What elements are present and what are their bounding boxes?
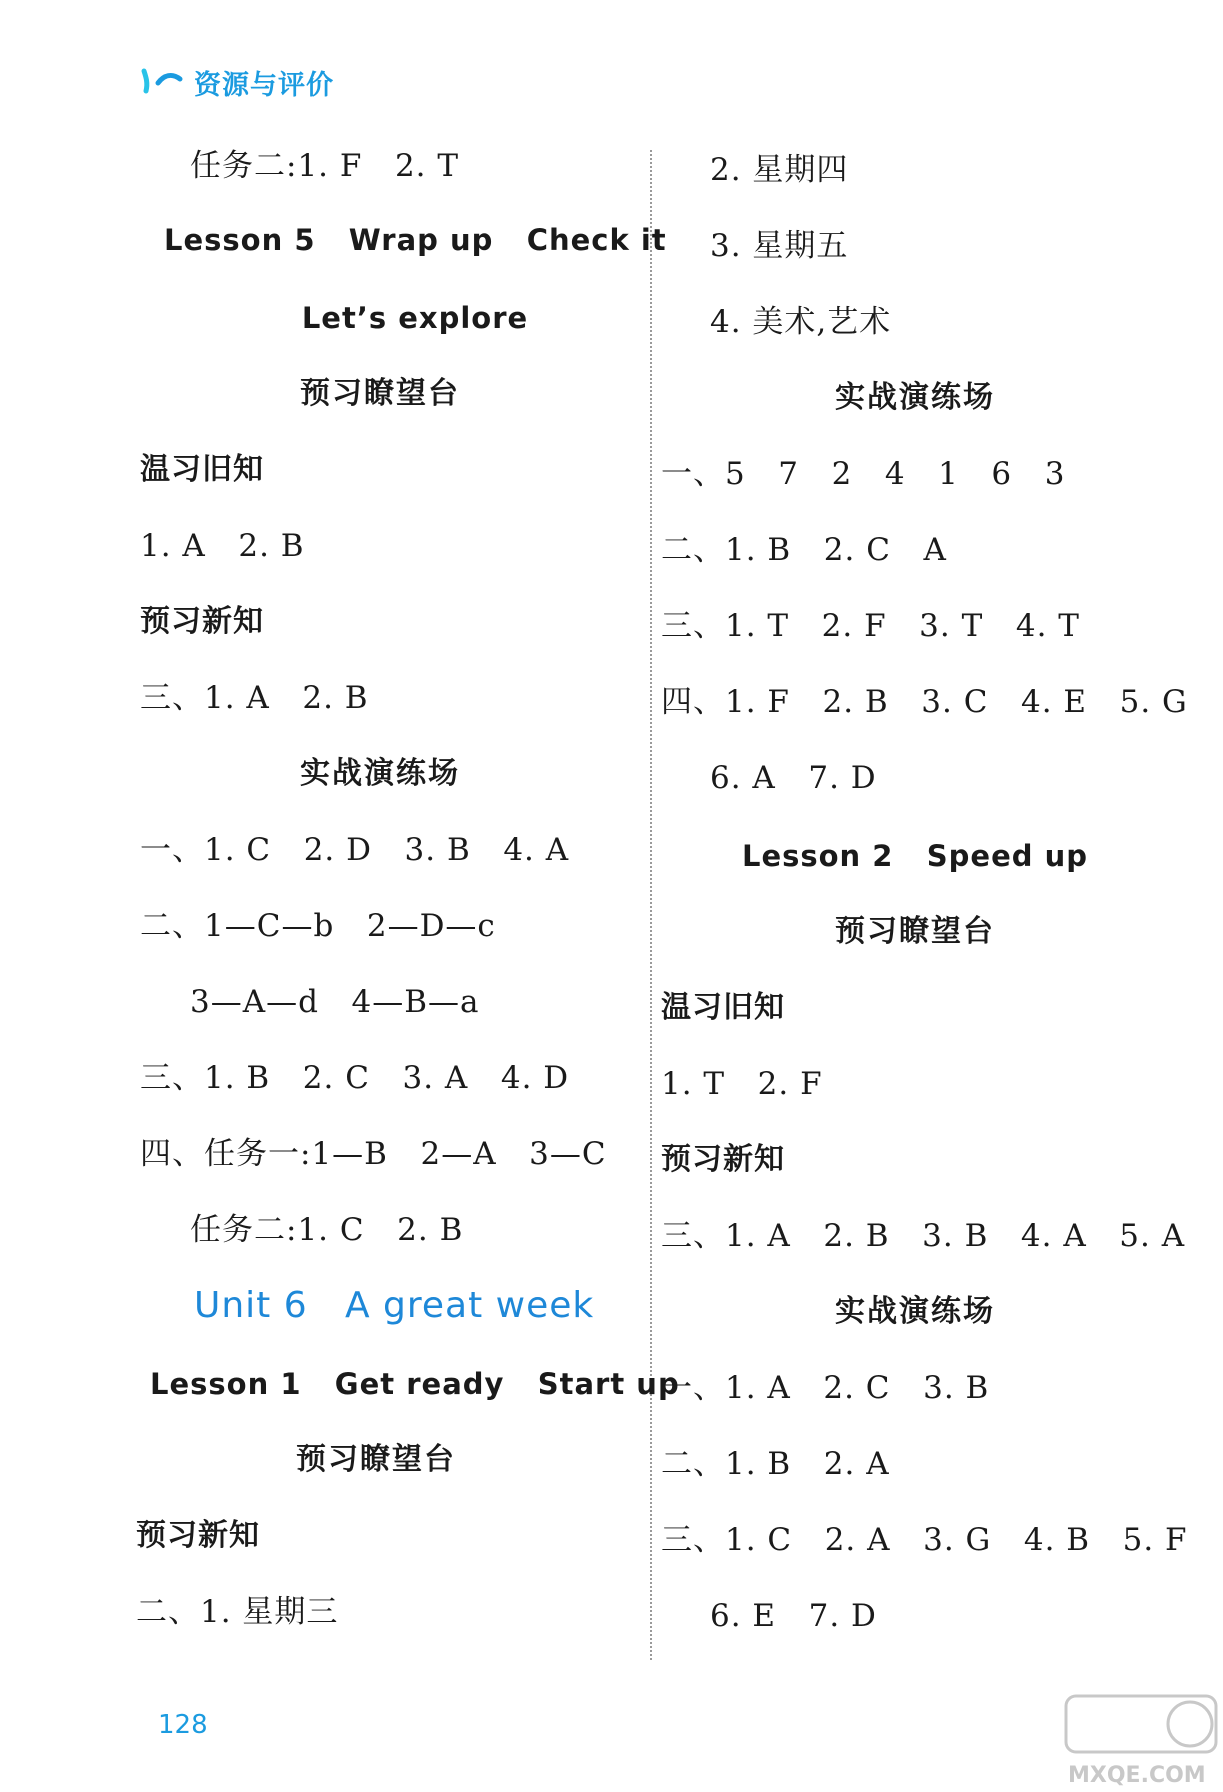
answer-line: 任务二:1. C 2. B <box>190 1212 464 1248</box>
answer-line: 三、1. B 2. C 3. A 4. D <box>140 1060 570 1096</box>
answer-line: 二、1—C—b 2—D—c <box>140 908 496 944</box>
answer-line: 三、1. C 2. A 3. G 4. B 5. F <box>661 1522 1188 1558</box>
answer-line: 3—A—d 4—B—a <box>190 984 480 1020</box>
page-header <box>140 60 334 104</box>
answer-line: 二、1. 星期三 <box>136 1594 339 1630</box>
answer-line: 1. A 2. B <box>140 528 305 564</box>
answer-line: 三、1. A 2. B 3. B 4. A 5. A <box>661 1218 1186 1254</box>
answer-line: 二、1. B 2. A <box>661 1446 890 1482</box>
answer-line: 4. 美术,艺术 <box>710 304 892 340</box>
answer-line: 四、任务一:1—B 2—A 3—C <box>140 1136 607 1172</box>
subsection-title: 预习新知 <box>136 1518 260 1553</box>
section-title: 实战演练场 <box>835 1294 995 1329</box>
answer-line: 任务二:1. F 2. T <box>190 148 460 184</box>
section-title: 预习瞭望台 <box>296 1442 456 1477</box>
section-title: 预习瞭望台 <box>835 914 995 949</box>
section-title: Let’s explore <box>301 301 529 335</box>
unit-heading: Unit 6 A great week <box>194 1285 595 1326</box>
lesson-heading: Lesson 2 Speed up <box>741 839 1089 873</box>
section-title: 预习瞭望台 <box>300 376 460 411</box>
page-number: 128 <box>158 1710 208 1740</box>
section-title: 实战演练场 <box>835 380 995 415</box>
subsection-title: 预习新知 <box>661 1142 785 1177</box>
subsection-title: 预习新知 <box>140 604 264 639</box>
lesson-heading: Lesson 1 Get ready Start up <box>150 1367 680 1401</box>
answer-line: 一、1. C 2. D 3. B 4. A <box>140 832 570 868</box>
answer-line: 2. 星期四 <box>710 152 849 188</box>
section-title: 实战演练场 <box>300 756 460 791</box>
answer-line: 3. 星期五 <box>710 228 849 264</box>
subsection-title: 温习旧知 <box>140 452 264 487</box>
brand-swoosh-icon <box>140 67 188 97</box>
subsection-title: 温习旧知 <box>661 990 785 1025</box>
watermark-text: MXQE.COM <box>1068 1763 1206 1788</box>
answer-line: 1. T 2. F <box>661 1066 823 1102</box>
answer-line: 6. A 7. D <box>710 760 877 796</box>
answer-line: 二、1. B 2. C A <box>661 532 947 568</box>
answer-line: 三、1. A 2. B <box>140 680 369 716</box>
lesson-heading: Lesson 5 Wrap up Check it <box>164 223 667 257</box>
answer-line: 一、5 7 2 4 1 6 3 <box>661 456 1066 492</box>
watermark-logo-icon <box>1060 1690 1223 1792</box>
answer-line: 四、1. F 2. B 3. C 4. E 5. G <box>661 684 1188 720</box>
header-title: 资源与评价 <box>194 69 334 101</box>
answer-line: 三、1. T 2. F 3. T 4. T <box>661 608 1080 644</box>
answer-line: 6. E 7. D <box>710 1598 877 1634</box>
answer-line: 一、1. A 2. C 3. B <box>661 1370 990 1406</box>
